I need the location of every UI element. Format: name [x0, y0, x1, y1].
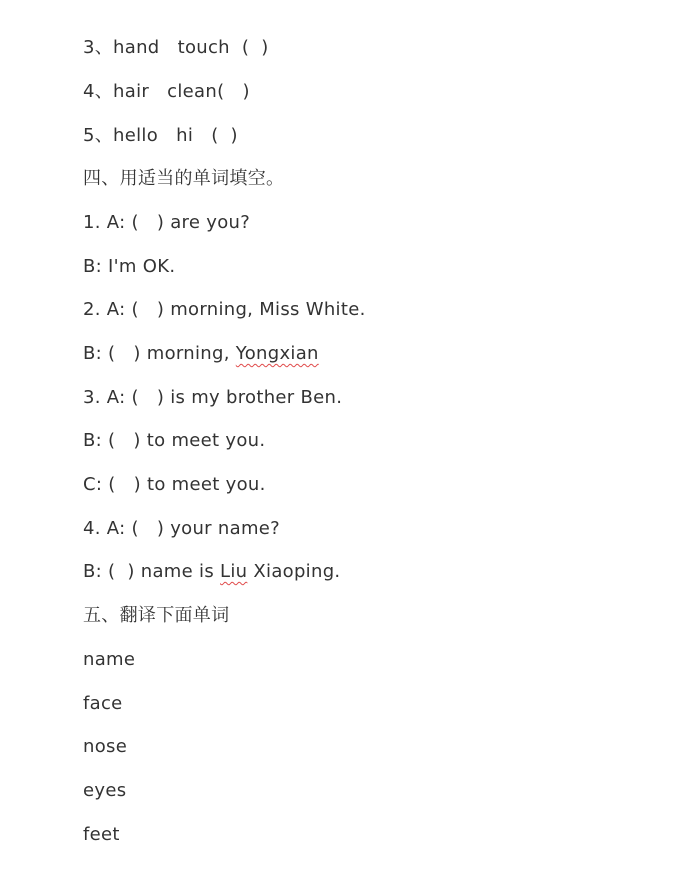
dialogue-line: 4. A: ( ) your name? [83, 518, 281, 539]
dialogue-line [83, 560, 340, 584]
spellcheck-marked-word: Yongxian [235, 343, 319, 364]
dialogue-line: B: ( ) to meet you. [83, 430, 266, 451]
dialogue-line: B: I'm OK. [83, 256, 176, 277]
dialogue-line: C: ( ) to meet you. [83, 474, 266, 495]
vocabulary-word: eyes [83, 780, 127, 801]
dialogue-line-suffix: Xiaoping. [247, 561, 341, 582]
dialogue-line-prefix: B: ( ) morning, [83, 343, 236, 364]
vocabulary-word: name [83, 649, 136, 670]
exercise-line: 3、hand touch ( ) [83, 37, 269, 58]
vocabulary-word: face [83, 693, 123, 714]
section-heading-translate: 五、翻译下面单词 [83, 605, 230, 626]
dialogue-line [83, 342, 319, 366]
exercise-line: 5、hello hi ( ) [83, 125, 238, 146]
dialogue-line: 2. A: ( ) morning, Miss White. [83, 299, 366, 320]
dialogue-line-prefix: B: ( ) name is [83, 561, 221, 582]
exercise-line: 4、hair clean( ) [83, 81, 250, 102]
vocabulary-word: nose [83, 736, 128, 757]
section-heading-fill-blanks: 四、用适当的单词填空。 [83, 168, 285, 189]
dialogue-line: 1. A: ( ) are you? [83, 212, 251, 233]
dialogue-line: 3. A: ( ) is my brother Ben. [83, 387, 343, 408]
vocabulary-word: feet [83, 824, 120, 845]
spellcheck-marked-word: Liu [220, 561, 248, 582]
